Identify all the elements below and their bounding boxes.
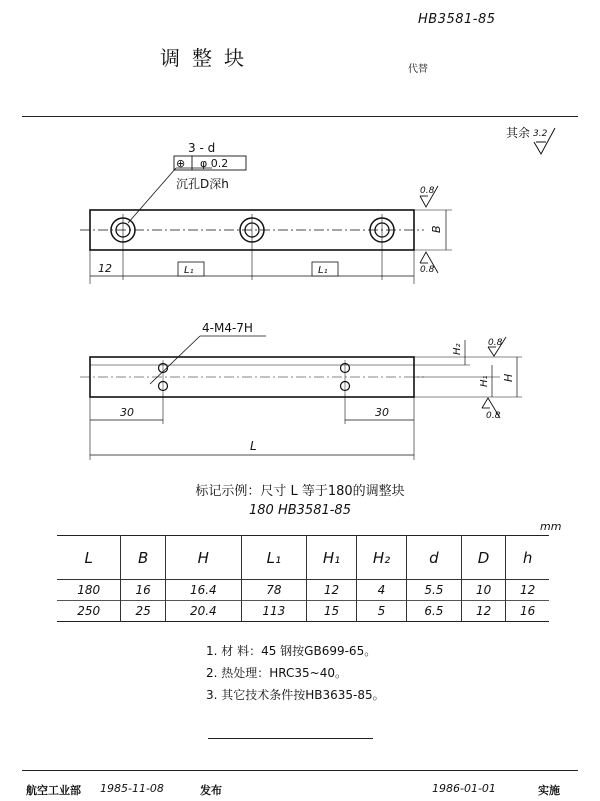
hole-count-label: 3 - d [188,141,216,155]
table-header-cell: h [506,536,549,580]
table-header-cell: H₂ [356,536,406,580]
table-cell: 5 [356,601,406,622]
note-item: 1. 材 料：45 钢按GB699-65。 [206,644,377,658]
table-header-cell: H₁ [306,536,356,580]
table-cell: 4 [356,580,406,601]
table-header-row [57,536,549,580]
dim-h1: H₁ [479,375,490,387]
dim-12: 12 [98,262,112,275]
table-cell: 78 [241,580,306,601]
surface-finish-value: 0.8 [420,265,435,275]
effective-label: 实施 [538,784,560,797]
issued-label: 发布 [200,784,222,797]
table-header-cell: B [121,536,165,580]
issuer: 航空工业部 [26,784,81,797]
document-title: 调整块 [160,46,256,70]
front-view [80,321,522,460]
marking-example-line2: 180 HB3581-85 [249,503,351,518]
roughness-value: 3.2 [533,129,548,139]
table-header-cell: H [165,536,241,580]
technical-notes [206,640,385,706]
position-tolerance-icon: ⊕ [176,157,186,170]
dim-h2: H₂ [452,343,463,355]
dim-l: L [250,439,257,453]
issue-date: 1985-11-08 [100,782,164,795]
effective-date: 1986-01-01 [432,782,496,795]
table-cell: 6.5 [406,601,461,622]
table-cell: 16 [506,601,549,622]
footer-rule [22,770,578,771]
table-header-cell: d [406,536,461,580]
note-item: 2. 热处理：HRC35~40。 [206,666,348,680]
surface-finish-value: 0.8 [420,186,435,196]
standard-number: HB3581-85 [418,12,496,27]
roughness-label: 其余 [506,126,531,140]
surface-finish-value: 0.8 [488,338,503,348]
table-cell: 16 [121,580,165,601]
note-item: 3. 其它技术条件按HB3635-85。 [206,688,385,702]
table-header-cell: L [57,536,121,580]
dim-l1: L₁ [318,265,328,276]
table-cell: 25 [121,601,165,622]
table-row [57,601,549,622]
table-cell: 5.5 [406,580,461,601]
dim-30-right: 30 [375,406,389,419]
unit-label: mm [540,520,562,533]
table-cell: 12 [461,601,505,622]
thread-label: 4-M4-7H [202,321,253,335]
replaces-label: 代替 [408,64,428,75]
dim-h: H [502,373,515,382]
table-cell: 16.4 [165,580,241,601]
top-view [80,141,452,284]
marking-example-line1: 标记示例：尺寸 L 等于180的调整块 [195,484,405,499]
table-cell: 15 [306,601,356,622]
dim-30-left: 30 [120,406,134,419]
end-rule [208,738,373,739]
dim-l1: L₁ [184,265,194,276]
table-header-cell: D [461,536,505,580]
dim-b: B [430,225,443,233]
table-cell: 250 [57,601,121,622]
counterbore-note: 沉孔D深h [176,177,229,191]
table-cell: 20.4 [165,601,241,622]
table-cell: 12 [306,580,356,601]
table-cell: 180 [57,580,121,601]
hole-leader-line [128,168,176,223]
table-header-cell: L₁ [241,536,306,580]
surface-finish-value: 0.8 [486,411,501,421]
position-tolerance-value: φ 0.2 [200,157,229,170]
table-cell: 10 [461,580,505,601]
dimension-table [57,535,549,622]
table-row [57,580,549,601]
table-cell: 113 [241,601,306,622]
table-cell: 12 [506,580,549,601]
